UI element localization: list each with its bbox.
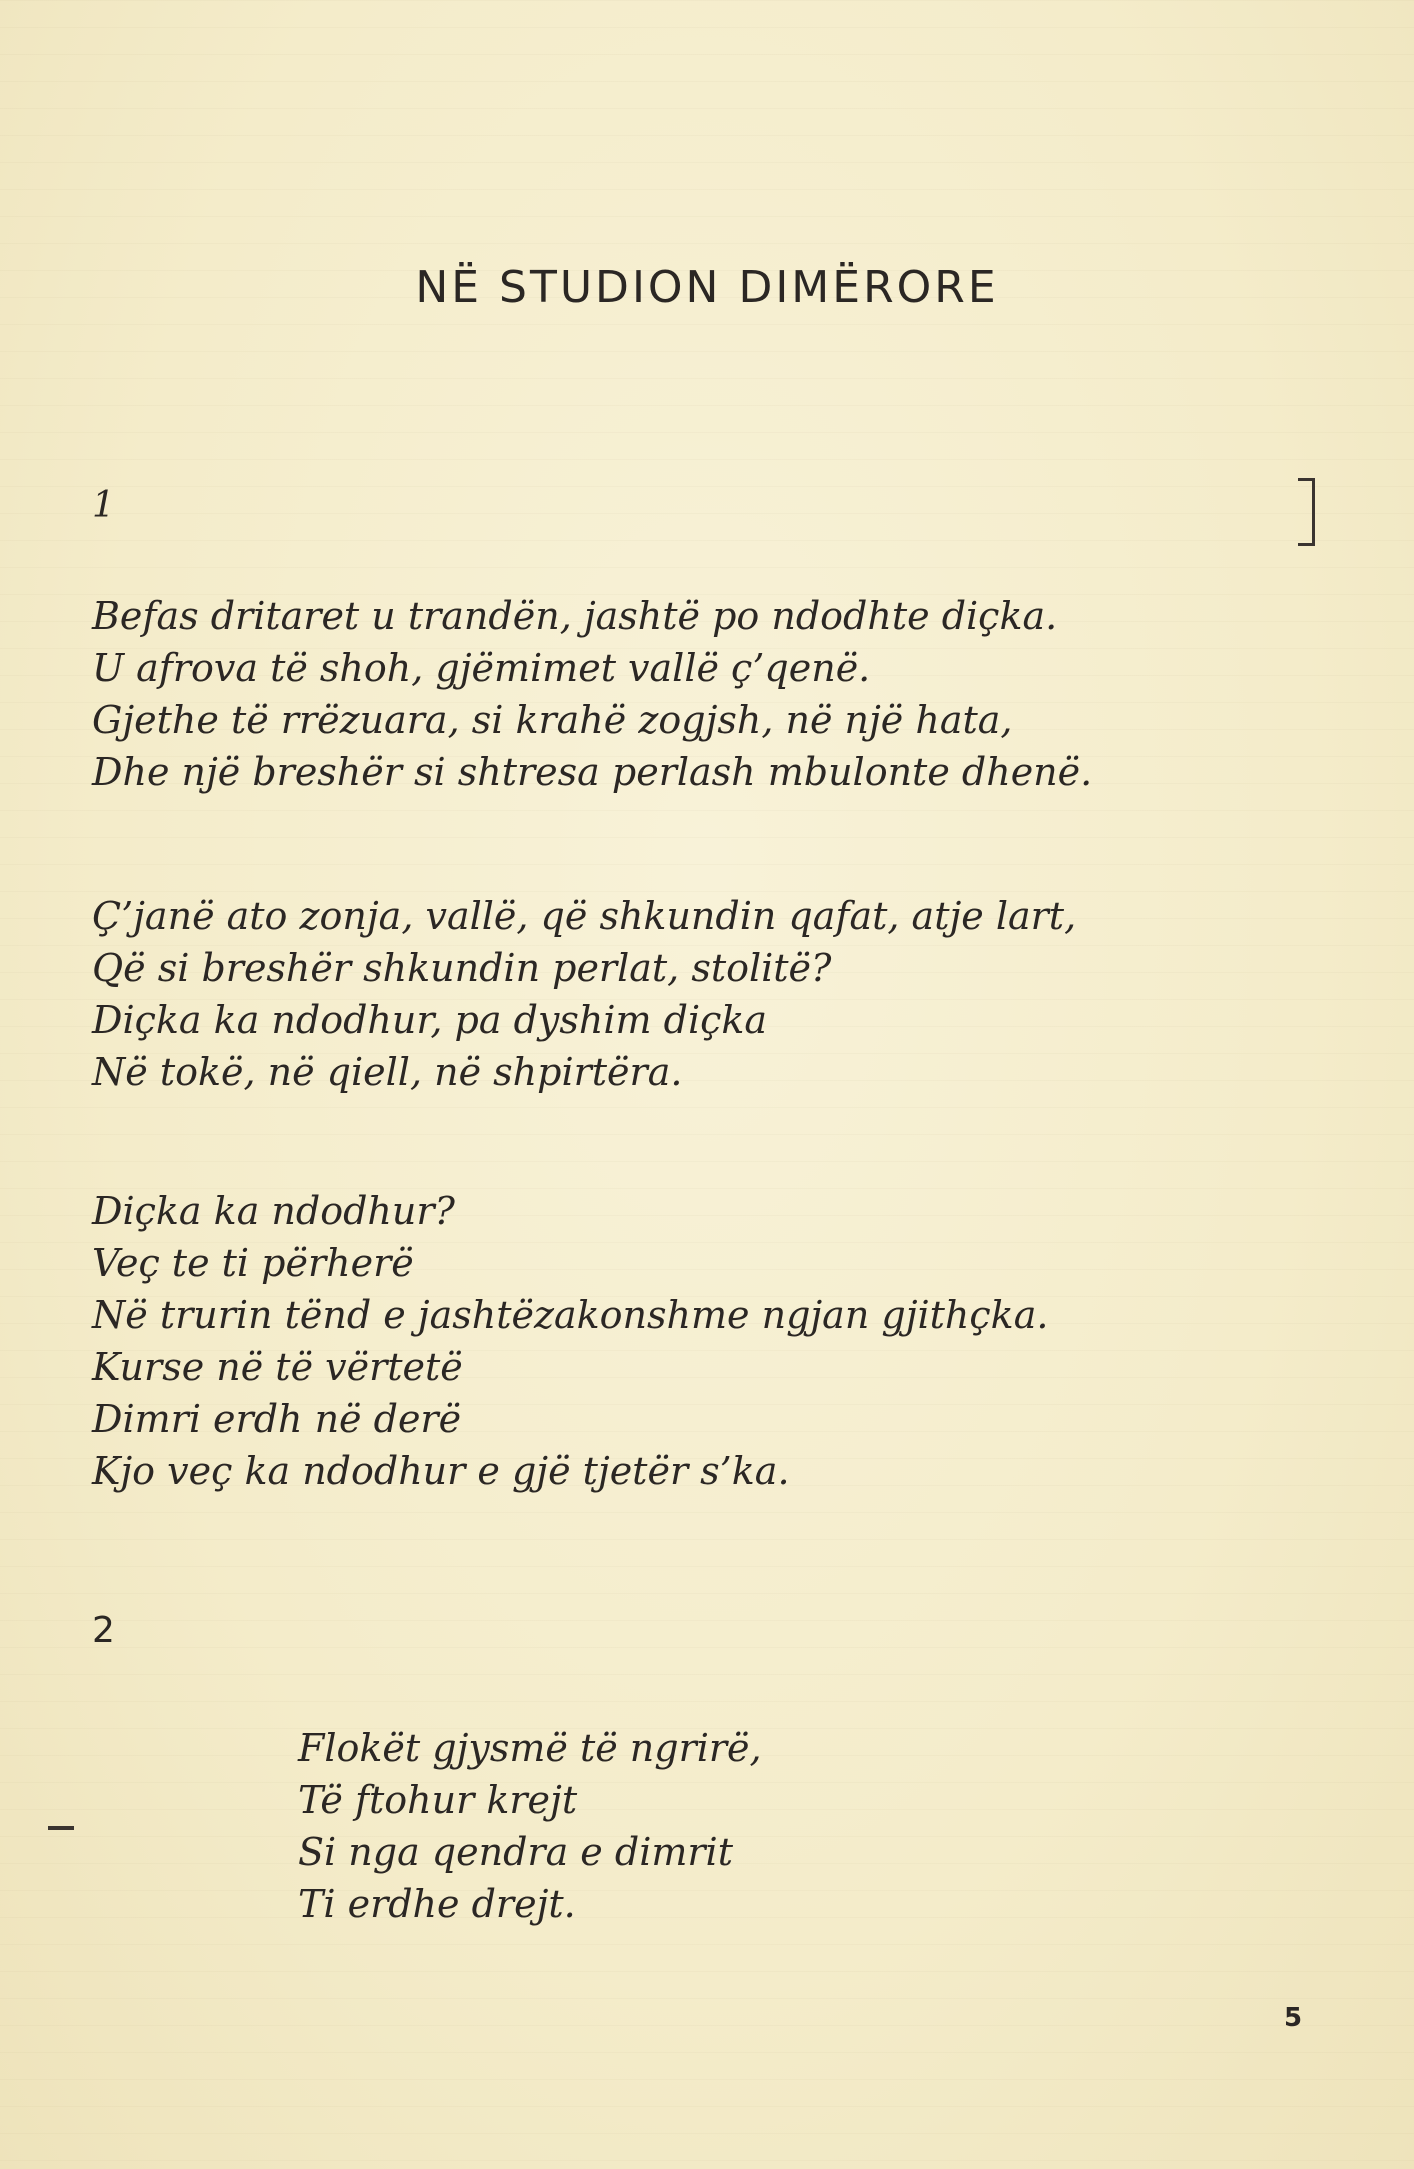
- poem-title: NË STUDION DIMËRORE: [415, 262, 999, 313]
- poem-line: Dimri erdh në derë: [92, 1397, 462, 1441]
- poem-line: Në trurin tënd e jashtëzakonshme ngjan gjithçka.: [92, 1293, 1049, 1337]
- stanza-1-3: [92, 1185, 1048, 1497]
- bracket-mark: [1298, 478, 1315, 546]
- stanza-1-2: [92, 890, 1076, 1098]
- stanza-2-1: [298, 1722, 762, 1930]
- poem-line: Ç’janë ato zonja, vallë, që shkundin qafat, atje lart,: [92, 894, 1077, 938]
- poem-line: Dhe një breshër si shtresa perlash mbulonte dhenë.: [92, 750, 1093, 794]
- poem-line: Kurse në të vërtetë: [92, 1345, 463, 1389]
- margin-dash-mark: [48, 1826, 74, 1830]
- page-number: 5: [1284, 2003, 1303, 2033]
- section-number-2: 2: [92, 1610, 115, 1651]
- section-number-1: 1: [92, 485, 115, 526]
- poem-line: Ti erdhe drejt.: [298, 1882, 576, 1926]
- poem-line: Kjo veç ka ndodhur e gjë tjetër s’ka.: [92, 1449, 790, 1493]
- poem-line: Flokët gjysmë të ngrirë,: [298, 1726, 762, 1770]
- poem-line: Si nga qendra e dimrit: [298, 1830, 733, 1874]
- poem-line: Të ftohur krejt: [298, 1778, 578, 1822]
- poem-line: Veç te ti përherë: [92, 1241, 414, 1285]
- poem-line: Gjethe të rrëzuara, si krahë zogjsh, në një hata,: [92, 698, 1013, 742]
- stanza-1-1: [92, 590, 1092, 798]
- poem-line: Befas dritaret u trandën, jashtë po ndodhte diçka.: [92, 594, 1058, 638]
- poem-line: U afrova të shoh, gjëmimet vallë ç’qenë.: [92, 646, 871, 690]
- poem-line: Që si breshër shkundin perlat, stolitë?: [92, 946, 832, 990]
- poem-line: Diçka ka ndodhur, pa dyshim diçka: [92, 998, 768, 1042]
- poem-line: Diçka ka ndodhur?: [92, 1189, 455, 1233]
- poem-line: Në tokë, në qiell, në shpirtëra.: [92, 1050, 683, 1094]
